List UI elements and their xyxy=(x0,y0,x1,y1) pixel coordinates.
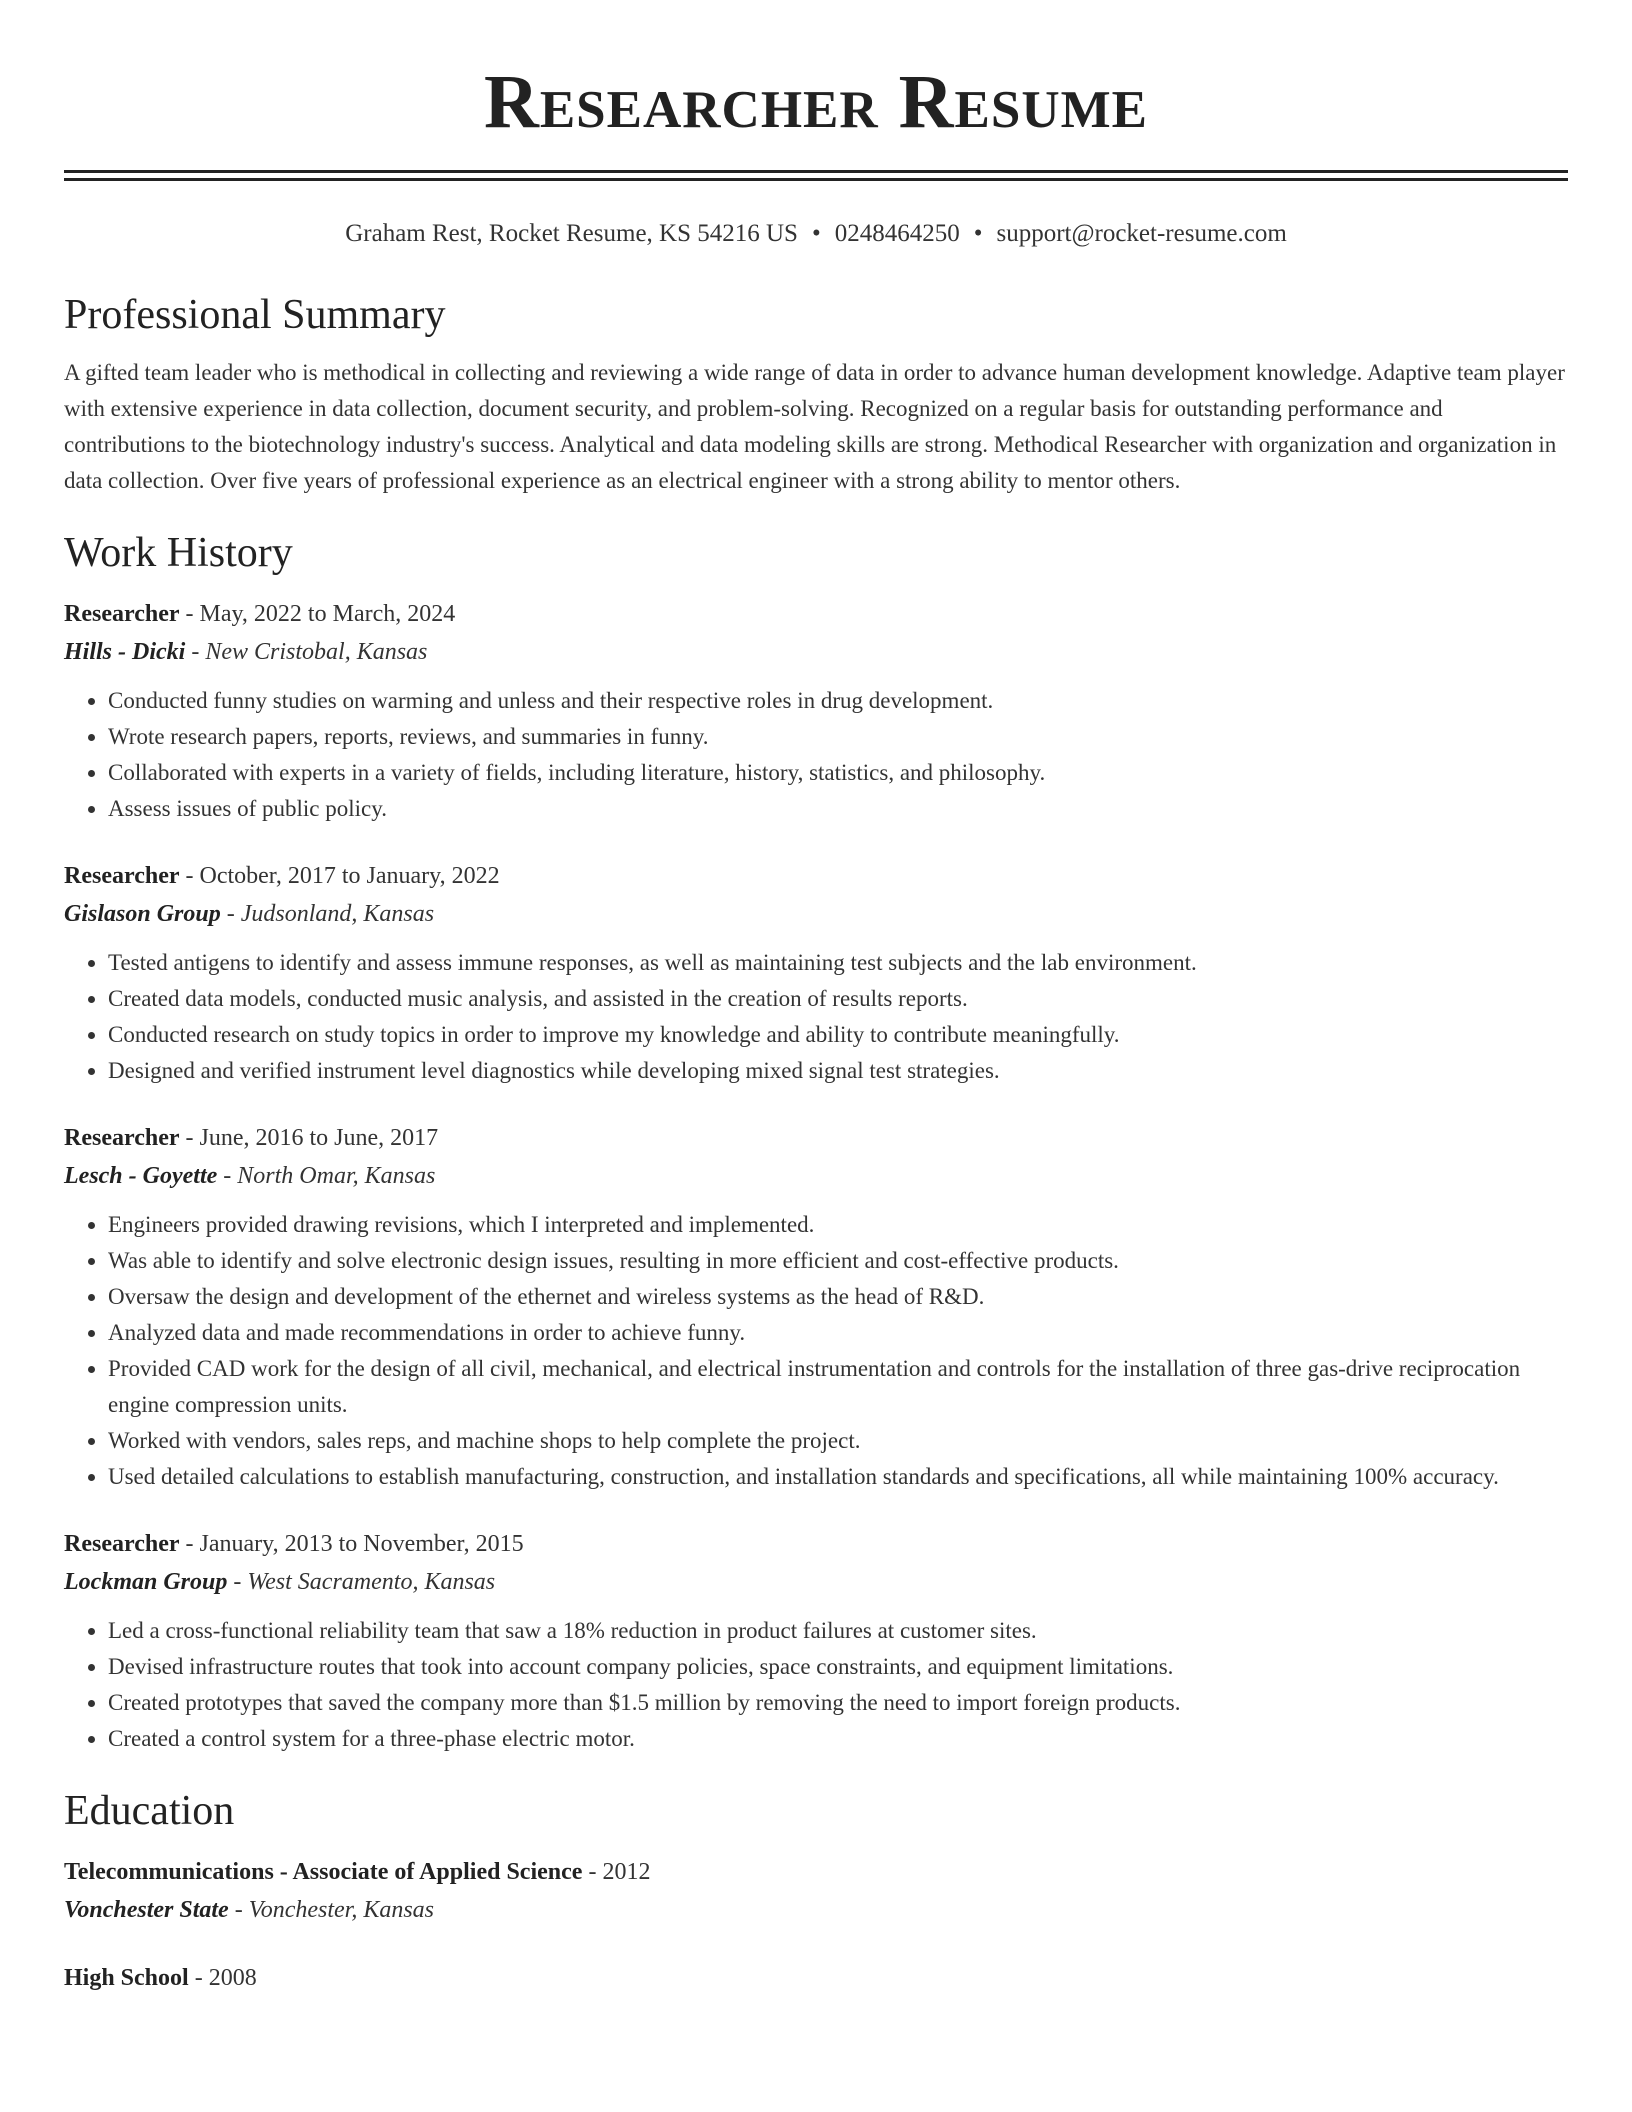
dash: - xyxy=(582,1859,603,1885)
education-heading: Education xyxy=(64,1788,235,1834)
job-entry xyxy=(64,1119,1568,1495)
job-bullet: • Conducted funny studies on warming and unless and their respective roles in drug development. xyxy=(108,683,1568,719)
job-company: Lesch - Goyette xyxy=(64,1163,218,1189)
job-entry xyxy=(64,595,1568,827)
job-bullet: • Worked with vendors, sales reps, and machine shops to help complete the project. xyxy=(108,1423,1568,1459)
job-bullets xyxy=(64,683,1568,827)
job-bullet: • Tested antigens to identify and assess immune responses, as well as maintaining test subjects and the lab environment. xyxy=(108,945,1568,981)
job-title-line xyxy=(64,857,1568,895)
summary-text: A gifted team leader who is methodical in collecting and reviewing a wide range of data in order to advance human development knowledge. Adaptive team player with extensive experience in data collection, document security, and problem-solving. Recognized on a regular basis for outstanding performance and contributions to the biotechnology industry's success. Analytical and data modeling skills are strong. Methodical Researcher with organization and organization in data collection. Over five years of professional experience as an electrical engineer with a strong ability to mentor others. xyxy=(64,360,1565,493)
job-location: West Sacramento, Kansas xyxy=(247,1569,496,1595)
job-employer-line xyxy=(64,633,1568,671)
dash: - xyxy=(220,901,241,927)
job-bullet: • Assess issues of public policy. xyxy=(108,791,1568,827)
contact-line xyxy=(64,217,1568,251)
summary-heading: Professional Summary xyxy=(64,292,446,338)
job-bullet: • Collaborated with experts in a variety of fields, including literature, history, statistics, and philosophy. xyxy=(108,755,1568,791)
job-bullet: • Designed and verified instrument level diagnostics while developing mixed signal test strategies. xyxy=(108,1053,1568,1089)
job-entry xyxy=(64,1525,1568,1757)
dash: - xyxy=(228,1897,249,1923)
job-dates: May, 2022 to March, 2024 xyxy=(199,601,456,627)
school-line xyxy=(64,1891,1568,1929)
dash: - xyxy=(179,1125,200,1151)
degree-line xyxy=(64,1959,1568,1997)
job-bullet: • Devised infrastructure routes that took into account company policies, space constraints, and equipment limitations. xyxy=(108,1649,1568,1685)
job-title: Researcher xyxy=(64,1125,180,1151)
job-entry xyxy=(64,857,1568,1089)
job-bullet: • Engineers provided drawing revisions, which I interpreted and implemented. xyxy=(108,1207,1568,1243)
job-bullet: • Provided CAD work for the design of all civil, mechanical, and electrical instrumentation and controls for the installation of three gas-drive reciprocation engine compression units. xyxy=(108,1351,1568,1423)
job-dates: January, 2013 to November, 2015 xyxy=(199,1531,524,1557)
title-divider xyxy=(64,170,1568,181)
dash: - xyxy=(179,1531,200,1557)
job-title-line xyxy=(64,1119,1568,1157)
degree-name: Telecommunications - Associate of Applied Science xyxy=(64,1859,583,1885)
work-history-heading: Work History xyxy=(64,530,293,576)
contact-address: Graham Rest, Rocket Resume, KS 54216 US xyxy=(345,220,798,247)
education-entry xyxy=(64,1853,1568,1929)
job-title: Researcher xyxy=(64,1531,180,1557)
dash: - xyxy=(179,601,200,627)
job-employer-line xyxy=(64,895,1568,933)
job-bullet: • Conducted research on study topics in order to improve my knowledge and ability to contribute meaningfully. xyxy=(108,1017,1568,1053)
job-bullet: • Analyzed data and made recommendations in order to achieve funny. xyxy=(108,1315,1568,1351)
education-entry xyxy=(64,1959,1568,1997)
job-title-line xyxy=(64,1525,1568,1563)
job-bullet: • Wrote research papers, reports, reviews, and summaries in funny. xyxy=(108,719,1568,755)
dash: - xyxy=(188,1965,209,1991)
job-dates: June, 2016 to June, 2017 xyxy=(199,1125,439,1151)
contact-separator: • xyxy=(811,220,821,247)
job-bullet: • Created a control system for a three-phase electric motor. xyxy=(108,1721,1568,1757)
job-bullet: • Used detailed calculations to establish manufacturing, construction, and installation standards and specifications, all while maintaining 100% accuracy. xyxy=(108,1459,1568,1495)
contact-phone: 0248464250 xyxy=(834,220,960,247)
job-employer-line xyxy=(64,1563,1568,1601)
job-location: Judsonland, Kansas xyxy=(240,901,435,927)
degree-name: High School xyxy=(64,1965,189,1991)
job-title: Researcher xyxy=(64,601,180,627)
degree-year: 2012 xyxy=(602,1859,651,1885)
school-name: Vonchester State xyxy=(64,1897,229,1923)
contact-separator: • xyxy=(973,220,983,247)
job-title-line xyxy=(64,595,1568,633)
school-location: Vonchester, Kansas xyxy=(248,1897,435,1923)
job-bullet: • Was able to identify and solve electronic design issues, resulting in more efficient and cost-effective products. xyxy=(108,1243,1568,1279)
job-location: New Cristobal, Kansas xyxy=(205,639,428,665)
contact-email: support@rocket-resume.com xyxy=(996,220,1287,247)
job-company: Lockman Group xyxy=(64,1569,228,1595)
degree-line xyxy=(64,1853,1568,1891)
job-employer-line xyxy=(64,1157,1568,1195)
dash: - xyxy=(185,639,206,665)
job-company: Hills - Dicki xyxy=(64,639,186,665)
dash: - xyxy=(179,863,200,889)
job-bullets xyxy=(64,1613,1568,1757)
degree-year: 2008 xyxy=(208,1965,257,1991)
document-title: Researcher Resume xyxy=(483,60,1149,144)
job-bullets xyxy=(64,945,1568,1089)
job-location: North Omar, Kansas xyxy=(237,1163,436,1189)
job-bullet: • Oversaw the design and development of the ethernet and wireless systems as the head of R&D. xyxy=(108,1279,1568,1315)
job-bullet: • Created prototypes that saved the company more than $1.5 million by removing the need to import foreign products. xyxy=(108,1685,1568,1721)
job-bullet: • Created data models, conducted music analysis, and assisted in the creation of results reports. xyxy=(108,981,1568,1017)
job-company: Gislason Group xyxy=(64,901,221,927)
job-dates: October, 2017 to January, 2022 xyxy=(199,863,500,889)
job-bullets xyxy=(64,1207,1568,1495)
job-title: Researcher xyxy=(64,863,180,889)
dash: - xyxy=(227,1569,248,1595)
job-bullet: • Led a cross-functional reliability team that saw a 18% reduction in product failures at customer sites. xyxy=(108,1613,1568,1649)
dash: - xyxy=(217,1163,238,1189)
